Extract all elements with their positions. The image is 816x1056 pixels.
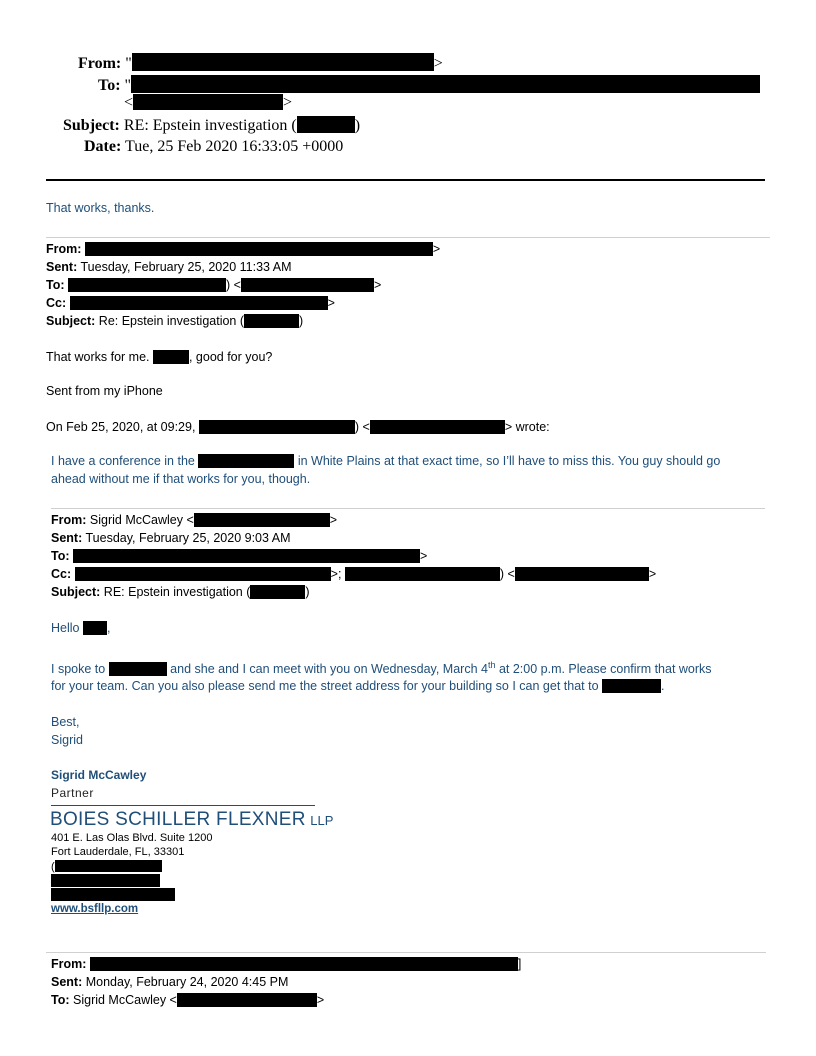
msg3-hello-comma: ,: [106, 621, 111, 635]
redaction-box: [602, 679, 661, 693]
redaction-box: [198, 454, 294, 468]
firm-logo: [50, 809, 333, 831]
redaction-box: [515, 567, 649, 581]
msg4-to-label: To:: [51, 993, 70, 1007]
msg3-hello: Hello: [51, 621, 80, 635]
message-divider: [46, 952, 766, 953]
msg3-to-label: To:: [51, 549, 70, 563]
redaction-box: [51, 888, 175, 901]
msg3-from-name: Sigrid McCawley <: [89, 513, 194, 527]
msg2-subject-close: ): [299, 314, 304, 328]
msg3-para1-line1: [51, 660, 712, 676]
msg4-sent-label: Sent:: [51, 975, 83, 989]
quote1-line1-pre: I have a conference in the: [51, 454, 195, 468]
redaction-box: [297, 116, 355, 133]
redaction-box: [250, 585, 305, 599]
website-link[interactable]: www.bsfllp.com: [51, 903, 139, 915]
signature-rule: [51, 805, 315, 806]
redaction-box: [133, 94, 283, 110]
msg3-closing: Best,: [51, 715, 80, 729]
signature-address-1: 401 E. Las Olas Blvd. Suite 1200: [51, 832, 213, 844]
redaction-box: [345, 567, 500, 581]
redaction-box: [55, 860, 162, 872]
redaction-box: [68, 278, 226, 292]
header-from-close: >: [433, 55, 443, 72]
header-subject-label: Subject:: [63, 117, 120, 134]
quote1-line2: ahead without me if that works for you, though.: [51, 472, 311, 486]
redaction-box: [199, 420, 355, 434]
redaction-box: [70, 296, 328, 310]
msg3-greeting: [51, 621, 110, 635]
quote1-line1: [51, 454, 720, 468]
msg4-to-close: >: [316, 993, 325, 1007]
msg2-cc-close: >: [327, 296, 335, 310]
header-to-label: To:: [98, 77, 121, 94]
redaction-box: [241, 278, 374, 292]
header-date-row: [84, 138, 343, 156]
msg2-to-label: To:: [46, 278, 65, 292]
msg3-sent-row: [51, 531, 290, 545]
redaction-box: [177, 993, 317, 1007]
redaction-box: [131, 75, 760, 93]
msg4-from-label: From:: [51, 957, 87, 971]
msg3-subject-close: ): [305, 585, 310, 599]
msg2-body-pre: That works for me.: [46, 350, 150, 364]
msg3-sent-label: Sent:: [51, 531, 83, 545]
msg3-cc-mid: ) <: [499, 567, 515, 581]
msg3-from-row: [51, 513, 337, 527]
redaction-box: [244, 314, 299, 328]
msg2-from-row: [46, 242, 440, 256]
msg3-p1-a: I spoke to: [51, 662, 106, 677]
msg2-sent-label: Sent:: [46, 260, 78, 274]
msg2-subject-text: Re: Epstein investigation (: [98, 314, 245, 328]
msg4-to-row: [51, 993, 324, 1007]
msg2-to-row: [46, 278, 381, 292]
signature-address-2: Fort Lauderdale, FL, 33301: [51, 846, 185, 858]
header-date-value: Tue, 25 Feb 2020 16:33:05 +0000: [125, 138, 344, 155]
firm-name: BOIES SCHILLER FLEXNER: [50, 809, 306, 830]
msg3-to-row: [51, 549, 427, 563]
header-subject-text: RE: Epstein investigation (: [123, 117, 297, 134]
msg3-p1-sup: th: [487, 660, 496, 670]
redaction-box: [75, 567, 331, 581]
msg2-on-mid: ) <: [354, 420, 370, 434]
msg3-p1-c: at 2:00 p.m. Please confirm that works: [498, 662, 712, 677]
msg2-subject-row: [46, 314, 303, 328]
msg2-from-close: >: [432, 242, 441, 256]
header-from-label: From:: [78, 55, 122, 72]
msg2-sent-row: [46, 260, 292, 274]
msg2-body-post: , good for you?: [188, 350, 273, 364]
redaction-box: [153, 350, 189, 364]
header-to-cont-close: >: [283, 94, 293, 111]
signature-title: Partner: [51, 786, 94, 800]
msg2-cc-row: [46, 296, 335, 310]
header-divider: [46, 179, 765, 181]
msg4-from-close: ]: [517, 957, 522, 971]
msg3-from-close: >: [329, 513, 338, 527]
msg3-from-label: From:: [51, 513, 87, 527]
msg3-subject-label: Subject:: [51, 585, 101, 599]
msg2-cc-label: Cc:: [46, 296, 67, 310]
msg3-subject-row: [51, 585, 310, 599]
redaction-box: [194, 513, 330, 527]
msg2-sent-value: Tuesday, February 25, 2020 11:33 AM: [80, 260, 292, 274]
redaction-box: [370, 420, 505, 434]
msg2-body: [46, 350, 272, 364]
msg3-p2-end: .: [661, 679, 665, 693]
msg4-sent-row: [51, 975, 288, 989]
header-date-label: Date:: [84, 138, 122, 155]
msg2-subject-label: Subject:: [46, 314, 96, 328]
msg3-cc-label: Cc:: [51, 567, 72, 581]
signature-phone-open: (: [51, 861, 55, 873]
redaction-box: [90, 957, 518, 971]
msg3-sent-value: Tuesday, February 25, 2020 9:03 AM: [85, 531, 291, 545]
redaction-box: [109, 662, 167, 676]
signature-phone: [51, 860, 162, 873]
msg2-on-pre: On Feb 25, 2020, at 09:29,: [46, 420, 196, 434]
msg3-subject-text: RE: Epstein investigation (: [103, 585, 251, 599]
header-to-open: ": [124, 77, 132, 94]
message-divider: [51, 508, 765, 509]
header-subject-row: [63, 116, 360, 135]
msg3-cc-row: [51, 567, 656, 581]
msg2-to-close: >: [373, 278, 382, 292]
msg4-sent-value: Monday, February 24, 2020 4:45 PM: [85, 975, 289, 989]
signature-name: Sigrid McCawley: [51, 768, 147, 782]
msg3-p1-b: and she and I can meet with you on Wednesday, March 4: [170, 662, 488, 677]
msg3-signoff: Sigrid: [51, 733, 83, 747]
msg2-from-label: From:: [46, 242, 82, 256]
msg3-cc-close: >: [648, 567, 657, 581]
header-to-cont-row: [124, 94, 292, 112]
msg3-p2-a: for your team. Can you also please send me the street address for your building so I can get that to: [51, 679, 599, 693]
header-from-row: [78, 53, 443, 73]
redaction-box: [51, 874, 160, 887]
msg2-sent-from: Sent from my iPhone: [46, 384, 163, 398]
msg2-on-wrote: [46, 420, 550, 434]
header-from-open: ": [125, 55, 132, 72]
header-subject-close: ): [354, 117, 361, 134]
header-to-row: [98, 75, 760, 95]
firm-suffix: LLP: [310, 813, 334, 828]
msg4-to-name: Sigrid McCawley <: [73, 993, 177, 1007]
message-divider: [46, 237, 770, 238]
redaction-box: [83, 621, 107, 635]
msg3-cc-sep: >;: [330, 567, 342, 581]
redaction-box: [73, 549, 420, 563]
msg4-from-row: [51, 957, 521, 971]
redaction-box: [132, 53, 434, 71]
quote1-line1-post: in White Plains at that exact time, so I’ll have to miss this. You guy should go: [297, 454, 721, 468]
redaction-box: [85, 242, 433, 256]
header-to-cont-open: <: [124, 94, 134, 111]
msg3-para1-line2: [51, 679, 665, 693]
msg2-on-post: > wrote:: [504, 420, 550, 434]
msg3-to-close: >: [420, 549, 428, 563]
msg2-to-mid: ) <: [226, 278, 241, 292]
reply-body: That works, thanks.: [46, 201, 155, 215]
